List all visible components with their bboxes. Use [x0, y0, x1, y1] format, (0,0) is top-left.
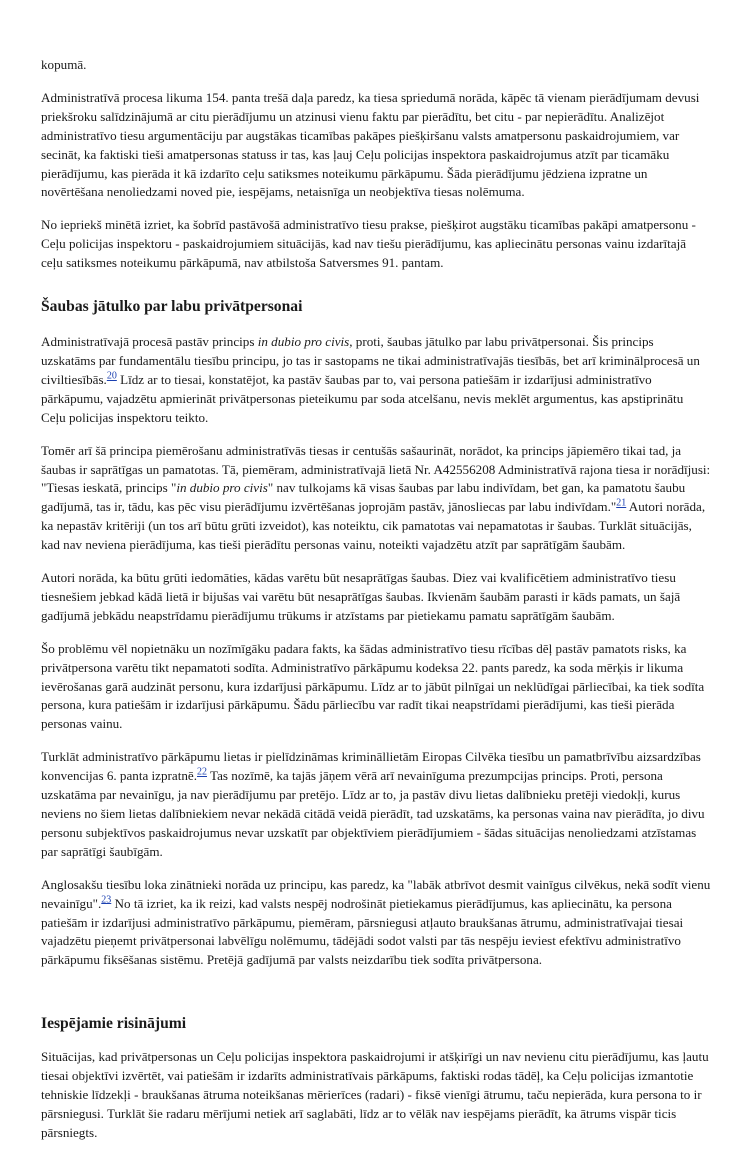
paragraph-court-narrowing: Tomēr arī šā principa piemērošanu administratīvās tiesas ir centušās sašaurināt, norādot, ka princips jāpiemēro tikai tad, ja šaubas ir saprātīgas un pamatotas. Tā, piemēram, administratīvajā lietā Nr. A42556208 Administratīvā rajona tiesa ir norādījusi: "Tiesas ieskatā, princips "in dubio pro civis" nav tulkojams kā visas šaubas par labu indivīdam, bet gan, ka pamatotu šaubu gadījumā, tas ir, tādu, kas pēc visu pierādījumu izvērtēšanas joprojām pastāv, jānosliecas par labu indivīdam."$^{21}$ Autori norāda, ka nepastāv kritēriji (un tos arī būtu grūti izveidot), kas noteiktu, cik pamatotas vai nepamatotas ir šaubas. Turklāt situācijās, kad nav neviena pierādījuma, kas tieši pierādītu personas vainu, noteikti vajadzētu atzīt par saprātīgām šaubām.	[41, 442, 711, 553]
paragraph-echr-presumption: Turklāt administratīvo pārkāpumu lietas ir pielīdzināmas krimināllietām Eiropas Cilvēka tiesību un pamatbrīvību aizsardzības konvencijas 6. panta izpratnē.$^{22}$ Tas nozīmē, ka tajās jāņem vērā arī nevainīguma prezumpcijas princips. Proti, persona uzskatāma par nevainīgu, ja nav pierādījumu par pretējo. Līdz ar to, ja pastāv divu lietas dalībnieku pretēji viedokļi, kurus neviens no šiem lietas dalībniekiem nevar nekādā citādā veidā pierādīt, tad uzskatāms, ka personas vaina nav pierādīta, jo divu personu subjektīvos paskaidrojumus nevar uzskatīt par objektīviem pierādījumiem - šādas situācijas nenoliedzami atzīstamas par saprātīgi šaubīgām.	[41, 749, 705, 859]
paragraph-risk-punishment: Šo problēmu vēl nopietnāku un nozīmīgāku padara fakts, ka šādas administratīvo tiesu rīcības dēļ pastāv pamatots risks, ka privātpersona varētu tikt nepamatoti sodīta. Administratīvo pārkāpumu kodeksa 22. pants paredz, ka soda mērķis ir likuma ievērošanas garā audzināt personu, kura izdarījusi pārkāpumu. Līdz ar to jābūt pilnīgai un neklūdīgai pārliecībai, ka tiek sodīta persona, kura patiešām ir izdarījusi pārkāpumu. Šādu pārliecību var radīt tikai neapstrīdami pierādījumi, kas tieši pierāda personas vainu.	[41, 640, 705, 732]
footnote-link-21[interactable]: 21	[616, 497, 627, 509]
section-heading-solutions: Iespējamie risinājumi	[41, 1015, 187, 1033]
paragraph-continuation: kopumā.	[41, 57, 87, 72]
paragraph-conclusion-satversme: No iepriekš minētā izriet, ka šobrīd pastāvošā administratīvo tiesu prakse, piešķirot augstāku ticamības pakāpi amatpersonu - Ceļu policijas inspektoru - paskaidrojumiem situācijās, kad nav tiešu pierādījumu, kas apliecinātu personas vainu izdarītajā ceļu satiksmes noteikumu pārkāpumā, nav atbilstoša Satversmes 91. pantam.	[41, 217, 696, 271]
paragraph-in-dubio: Administratīvajā procesā pastāv princips in dubio pro civis, proti, šaubas jātulko par labu privātpersonai. Šis princips uzskatāms par fundamentālu tiesību principu, jo tas ir sastopams ne tikai administratīvajās tiesībās, bet arī kriminālprocesā un civiltiesībās.$^{20}$ Līdz ar to tiesai, konstatējot, ka pastāv šaubas par to, vai persona patiešām ir izdarījusi administratīvo pārkāpumu, vajadzētu apmierināt privātpersonas pieteikumu par soda atcelšanu, nevis meklēt argumentus, kas apstiprinātu Ceļu policijas inspektoru teikto.	[41, 334, 700, 425]
section-heading-doubt: Šaubas jātulko par labu privātpersonai	[41, 298, 303, 316]
paragraph-radar-situations: Situācijas, kad privātpersonas un Ceļu policijas inspektora paskaidrojumi ir atšķirīgi un nav nevienu citu pierādījumu, kas ļautu tiesai objektīvi izvērtēt, vai patiešām ir izdarīts administratīvais pārkāpums, faktiski rodas tādēļ, ka Ceļu policijas izmantotie tehniskie līdzekļi - braukšanas ātruma noteikšanas mērierīces (radari) - fiksē vienīgi ātrumu, taču nepierāda, kura persona to ir pārsniegusi. Turklāt šie radaru mērījumi netiek arī saglabāti, līdz ar to vēlāk nav iespējams pierādīt, ka ātrums vispār ticis pārsniegts.	[41, 1049, 709, 1140]
paragraph-unreasonable-doubt: Autori norāda, ka būtu grūti iedomāties, kādas varētu būt nesaprātīgas šaubas. Diez vai kvalificētiem administratīvo tiesu tiesnešiem jebkad kādā lietā ir bijušas vai varētu būt nesaprātīgas šaubas. Ikvienām šaubām parasti ir kāds pamats, un šajā gadījumā jebkādu neapstrīdamu pierādījumu trūkums ir atzīstams par pietiekamu pamatu saprātīgām šaubām.	[41, 570, 681, 623]
footnote-link-20[interactable]: 20	[106, 370, 117, 382]
footnote-link-23[interactable]: 23	[101, 894, 112, 906]
paragraph-apl-154: Administratīvā procesa likuma 154. panta trešā daļa paredz, ka tiesa spriedumā norāda, kāpēc tā vienam pierādījumam devusi priekšroku salīdzinājumā ar citu pierādījumu un atzinusi vienu faktu par pierādītu, bet citu - par nepierādītu. Analizējot administratīvo tiesu argumentāciju par augstākas ticamības pakāpes piešķiršanu valsts amatpersonu paskaidrojumiem, var secināt, ka faktiski tieši amatpersonas statuss ir tas, kas ļauj Ceļu policijas inspektora paskaidrojumus atzīt par ticamāku pierādījumu, kas pierāda it kā izdarīto ceļu satiksmes noteikumu pārkāpumu. Šāda pierādījumu jēdziena izpratne un novērtēšana nenoliedzami noved pie, iespējams, netaisnīga un neobjektīva tiesas nolēmuma.	[41, 89, 700, 200]
paragraph-anglosaxon-principle: Anglosakšu tiesību loka zinātnieki norāda uz principu, kas paredz, ka "labāk atbrīvot desmit vainīgus cilvēkus, nekā sodīt vienu nevainīgu".$^{23}$ No tā izriet, ka ik reizi, kad valsts nespēj nodrošināt pietiekamus pierādījumus, kas apliecinātu, ka persona patiešām ir izdarījusi administratīvo pārkāpumu, piemēram, pārsniegusi atļauto braukšanas ātrumu, administratīvajai tiesai vajadzētu pieņemt privātpersonai labvēlīgu nolēmumu, tādējādi sodot valsti par tās nespēju ieviest efektīvu administratīvo pārkāpumu fiksēšanas sistēmu. Pretējā gadījumā par valsts neizdarību tiek sodīta privātpersona.	[41, 876, 711, 968]
footnote-link-22[interactable]: 22	[196, 766, 207, 778]
document-page	[41, 56, 711, 1157]
